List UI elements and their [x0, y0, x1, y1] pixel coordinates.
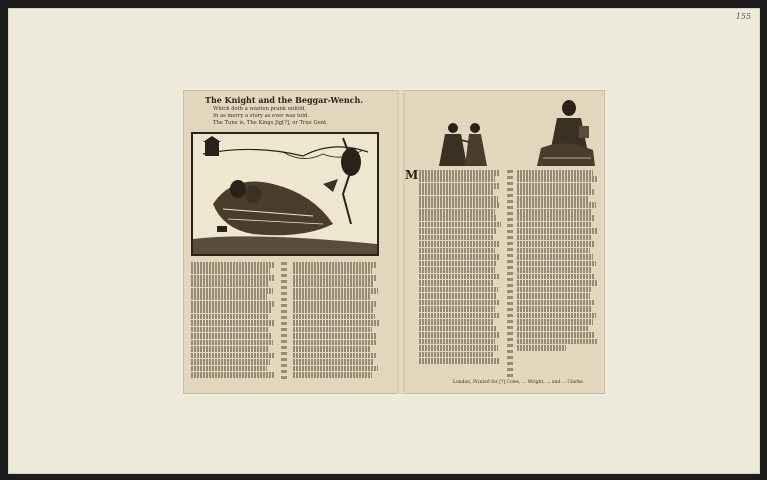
verse-column-3 [419, 170, 503, 365]
seated-woman-woodcut [533, 98, 597, 168]
archive-mount [8, 8, 760, 474]
drop-cap: M [405, 168, 419, 182]
verse-column-4 [517, 170, 599, 352]
verse-column-2 [293, 262, 381, 379]
column-rule-2 [507, 170, 513, 378]
subtitle-line-2: In as merry a story as ever was told. [213, 113, 309, 119]
broadside-title: The Knight and the Beggar-Wench. [205, 95, 364, 105]
subtitle-line-1: Which doth a wanton prank unfold, [213, 106, 306, 112]
knight-and-woman-woodcut [191, 132, 379, 256]
couple-figures-woodcut [435, 120, 495, 168]
column-rule-1 [281, 262, 287, 380]
imprint-line: London, Printed for [?] Coles, ... Wright, ... and ... Clarke. [453, 380, 585, 385]
broadside-sheet [183, 90, 605, 394]
page-number: 155 [735, 12, 751, 21]
center-fold [397, 90, 405, 394]
subtitle-line-3: The Tune is, The Kings Jig[?], or True Gent. [213, 120, 328, 126]
verse-column-1 [191, 262, 277, 379]
